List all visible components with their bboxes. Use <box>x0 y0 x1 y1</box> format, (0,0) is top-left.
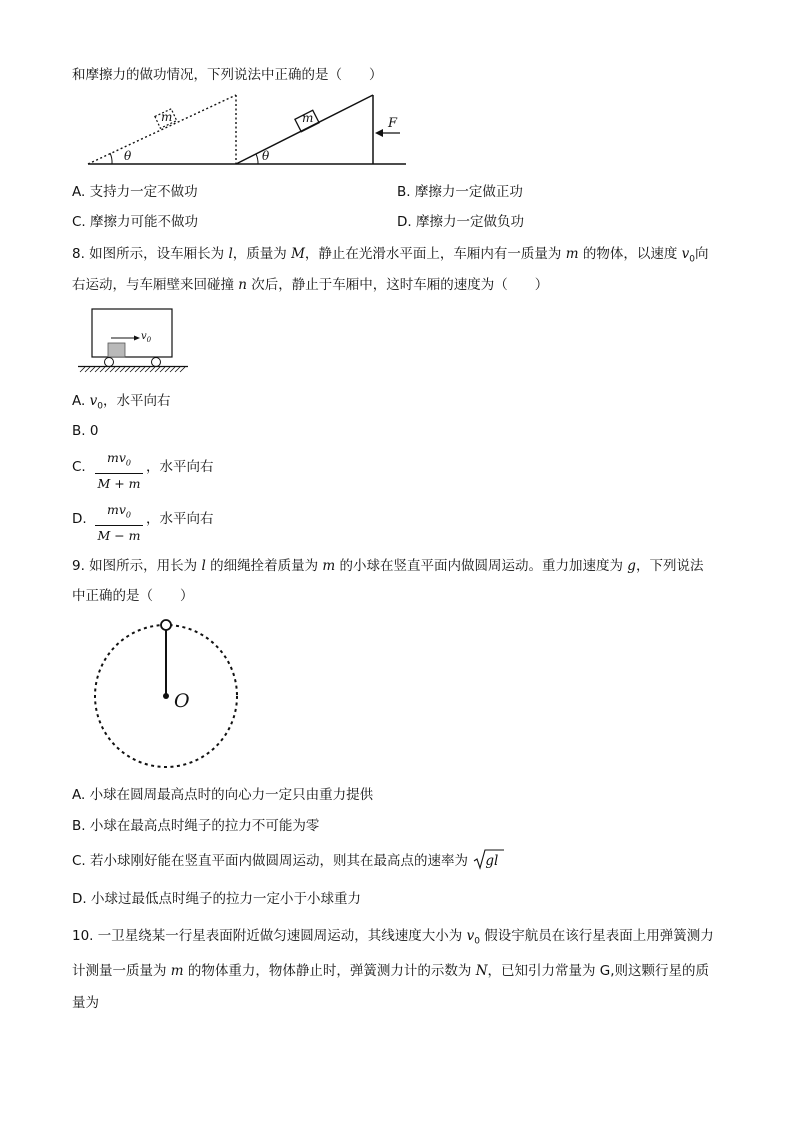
q9-option-c: C. 若小球刚好能在竖直平面内做圆周运动，则其在最高点的速率为 gl <box>72 852 498 870</box>
q8-option-d-fraction: $mv_0$ M − m <box>95 501 143 544</box>
q7-option-d: D. 摩擦力一定做负功 <box>397 214 524 230</box>
q8-option-c-fraction: $mv_0$ M + m <box>95 449 143 492</box>
q7-mass-label: m <box>302 111 314 125</box>
q7-option-a: A. 支持力一定不做功 <box>72 184 198 200</box>
q8-stem-line2: 右运动，与车厢壁来回碰撞 n 次后，静止于车厢中，这时车厢的速度为（ ） <box>72 277 549 293</box>
q10-stem-line2: 计测量一质量为 m 的物体重力，物体静止时，弹簧测力计的示数为 N，已知引力常量为 G,则这颗行星的质 <box>72 963 710 979</box>
q8-option-a: A. $v_0$，水平向右 <box>72 393 171 412</box>
q7-angle-label-left: θ <box>124 149 132 163</box>
q9-option-d: D. 小球过最低点时绳子的拉力一定小于小球重力 <box>72 891 361 907</box>
q8-velocity-label: $v_0$ <box>141 331 152 344</box>
q8-stem-line1: 8. 如图所示，设车厢长为 l，质量为 M，静止在光滑水平面上，车厢内有一质量为 m 的物体，以速度 $v_0$向 <box>72 246 709 265</box>
q7-stem: 和摩擦力的做功情况，下列说法中正确的是（ ） <box>72 67 383 83</box>
q9-option-b: B. 小球在最高点时绳子的拉力不可能为零 <box>72 818 320 834</box>
q8-option-d-label: D. <box>72 511 87 527</box>
sqrt-expression: gl <box>474 852 498 870</box>
q9-option-a: A. 小球在圆周最高点时的向心力一定只由重力提供 <box>72 787 374 803</box>
q7-dotted-mass-label: m <box>161 110 173 124</box>
q9-stem-line1: 9. 如图所示，用长为 l 的细绳拴着质量为 m 的小球在竖直平面内做圆周运动。重力加速度为 g，下列说法 <box>72 558 704 574</box>
q7-option-b: B. 摩擦力一定做正功 <box>397 184 523 200</box>
q8-option-b: B. 0 <box>72 423 99 439</box>
q7-option-c: C. 摩擦力可能不做功 <box>72 214 199 230</box>
q7-angle-label-right: θ <box>262 149 270 163</box>
q8-option-c-label: C. <box>72 459 86 475</box>
q7-force-label: F <box>388 116 398 131</box>
q9-center-label: O <box>174 690 190 712</box>
q10-stem-line3: 量为 <box>72 995 99 1011</box>
q8-option-d-suffix: ，水平向右 <box>146 511 214 527</box>
q10-stem-line1: 10. 一卫星绕某一行星表面附近做匀速圆周运动，其线速度大小为 $v_0$ 假设宇航员在该行星表面上用弹簧测力 <box>72 928 714 947</box>
radical-sign-icon <box>474 849 504 871</box>
q8-option-c-suffix: ，水平向右 <box>146 459 214 475</box>
q9-stem-line2: 中正确的是（ ） <box>72 588 194 604</box>
